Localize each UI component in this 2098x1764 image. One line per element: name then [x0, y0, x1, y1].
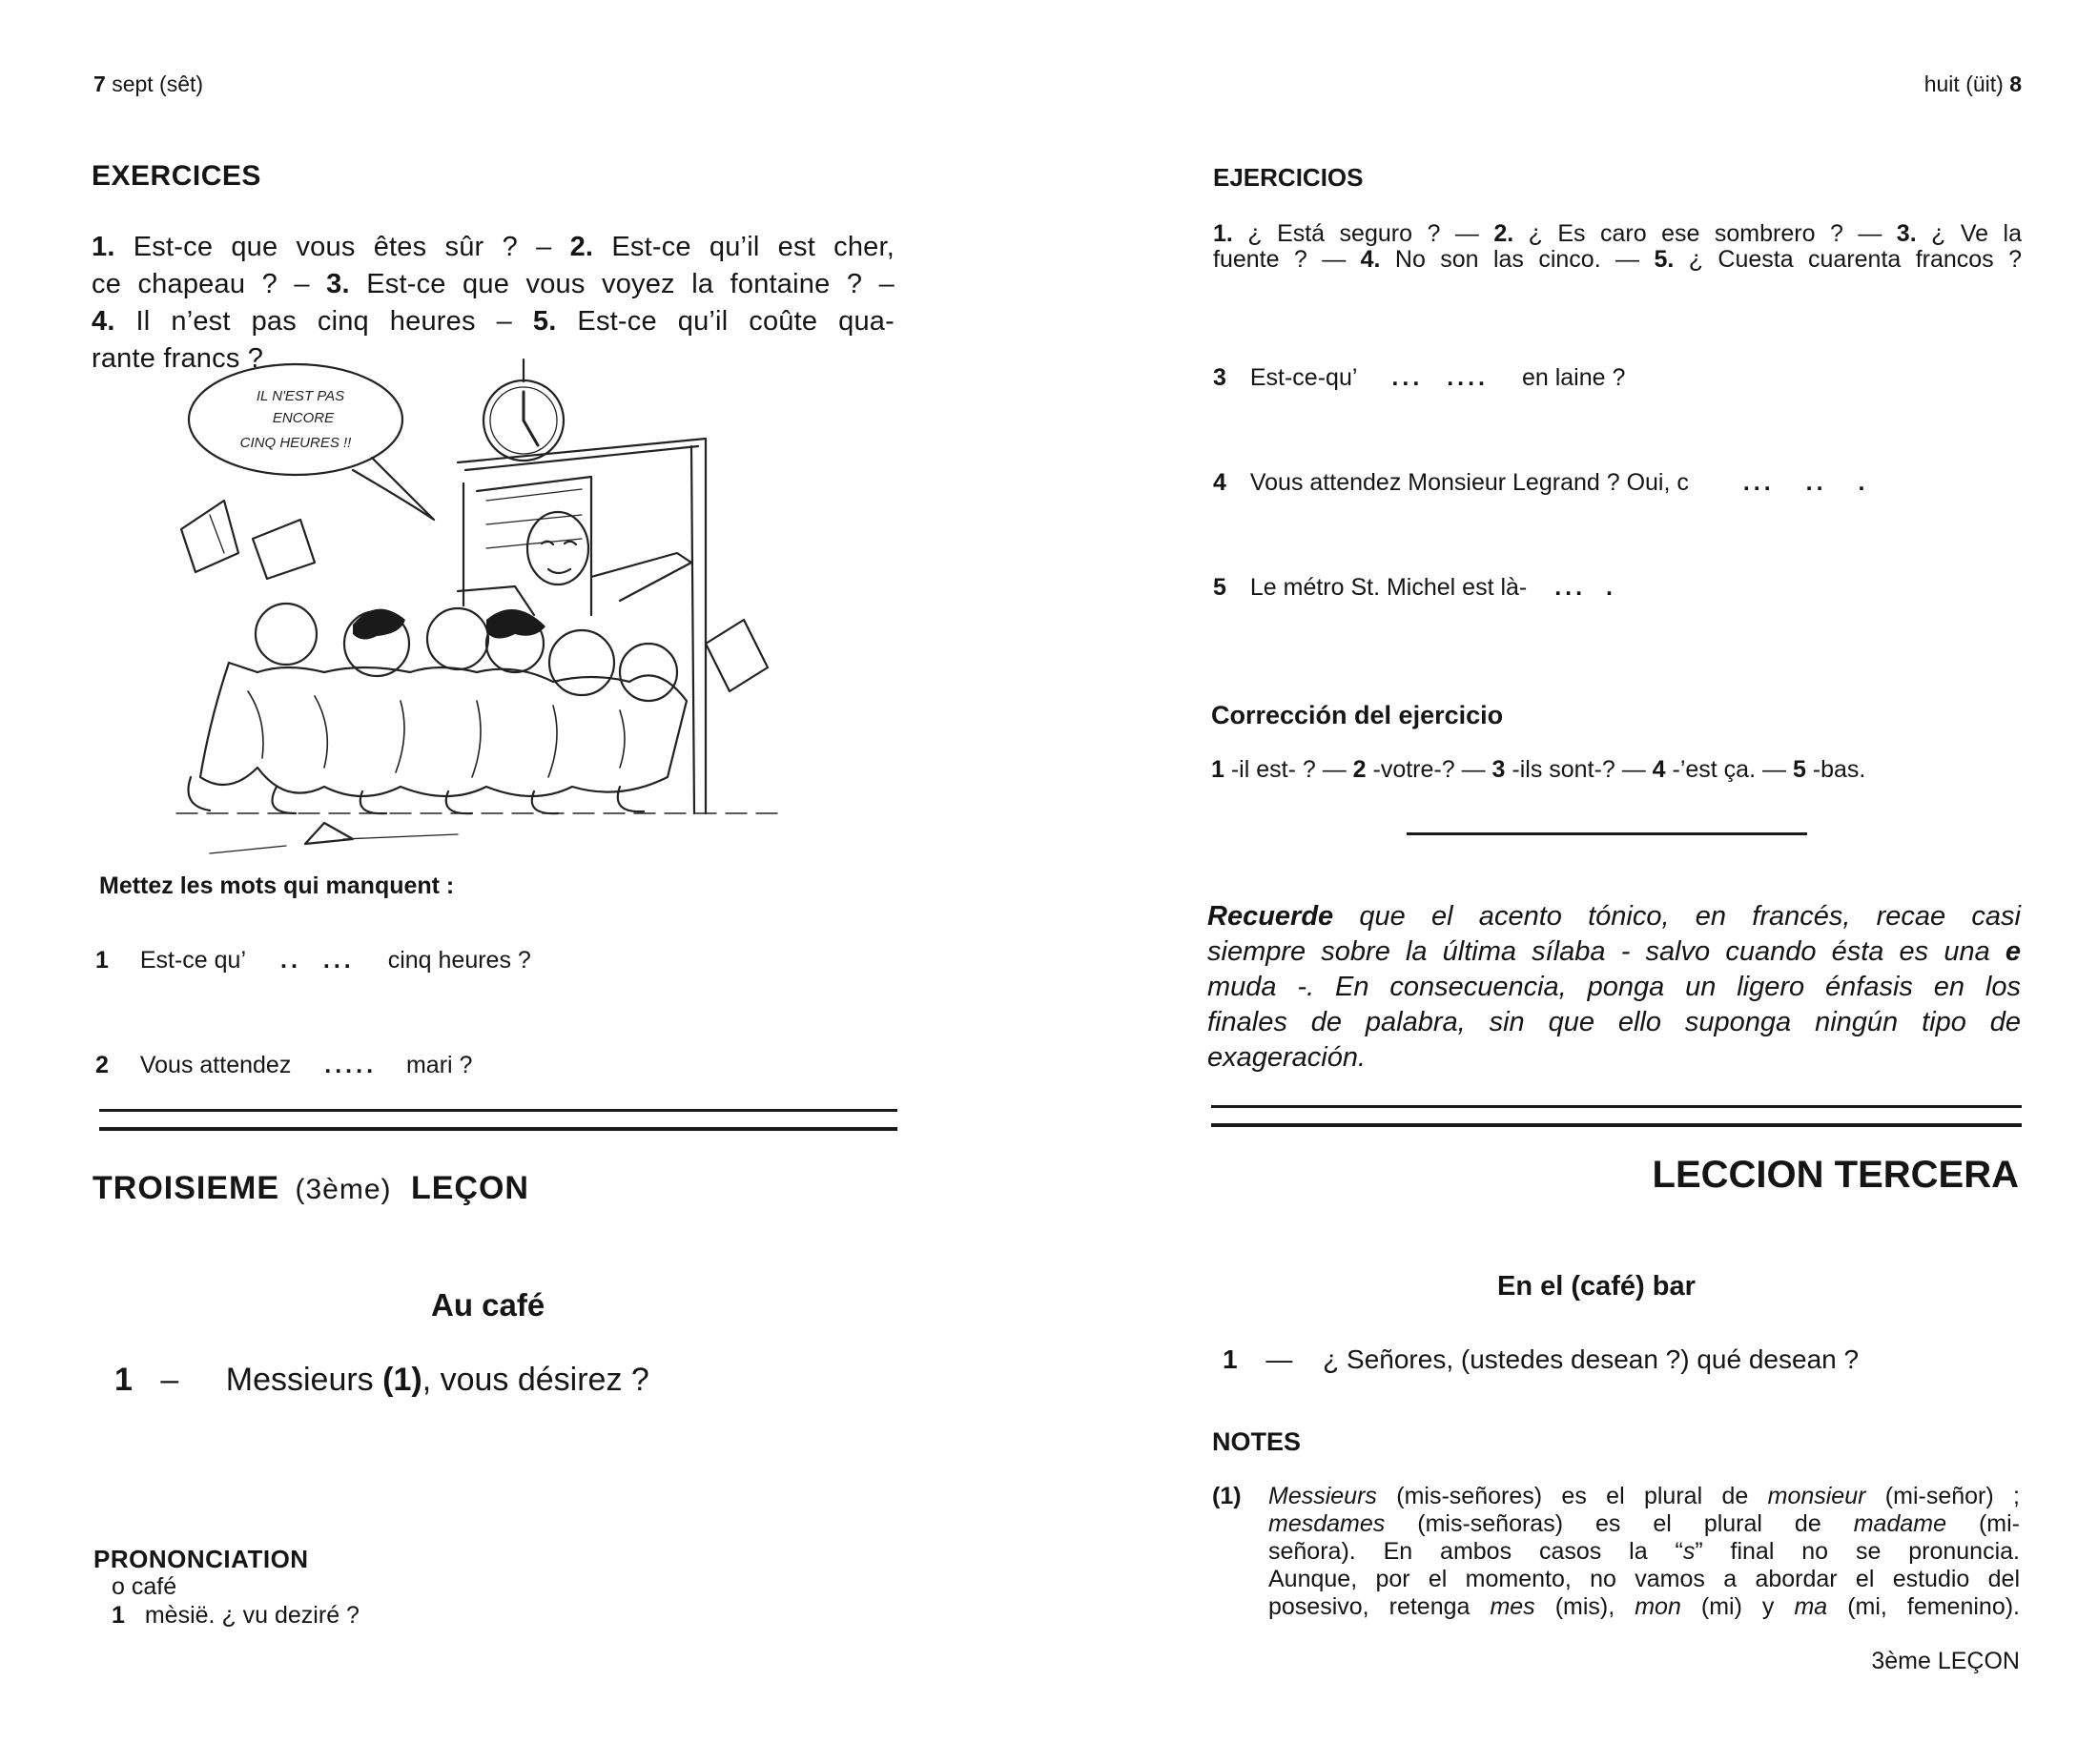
page-header-left	[93, 72, 203, 97]
recuerde-paragraph	[1207, 899, 2021, 1076]
ejercicios-title: EJERCICIOS	[1213, 163, 1364, 192]
note-text: posesivo, retenga	[1268, 1593, 1491, 1620]
note-ref: (1)	[382, 1362, 422, 1398]
note-text: Aunque, por el momento, no vamos a abordar el estudio del	[1268, 1566, 2020, 1592]
speech-line: CINQ HEURES !!	[239, 435, 352, 451]
exercise-line	[1213, 247, 2022, 273]
blank-dots: ...	[1742, 469, 1775, 496]
fill-item-1	[95, 947, 531, 974]
exercise-number: 3.	[1896, 220, 1917, 247]
fill-title: Mettez les mots qui manquent :	[99, 872, 455, 899]
item-text: mari ?	[405, 1052, 473, 1078]
recuerde-keyword: Recuerde	[1207, 901, 1334, 932]
page-number: 7	[93, 72, 106, 96]
translation-line-1	[1223, 1344, 1859, 1375]
line-number: 1	[1223, 1344, 1238, 1374]
note-term: madame	[1853, 1510, 1946, 1537]
item-number: 2	[95, 1052, 109, 1078]
recuerde-line	[1207, 899, 2021, 934]
answer-number: 1	[1211, 756, 1224, 783]
item-text: en laine ?	[1521, 364, 1626, 391]
note-line	[1268, 1566, 2020, 1593]
exercise-line	[92, 303, 895, 340]
note-text: señora). En ambos casos la “	[1268, 1538, 1683, 1565]
note-line	[1268, 1538, 2020, 1566]
item-number: 1	[95, 947, 109, 974]
blank-dots: ....	[1447, 364, 1490, 391]
exercices-text	[92, 229, 895, 378]
lesson-title-word: TROISIEME	[93, 1170, 280, 1206]
answer-number: 5	[1792, 756, 1806, 783]
item-text: Est-ce qu’	[139, 947, 246, 974]
exercise-text: ce chapeau ? –	[92, 269, 327, 299]
page-number: 8	[2009, 72, 2022, 96]
note-text: (mis),	[1534, 1593, 1635, 1620]
fill-item-3	[1213, 364, 1625, 392]
recuerde-text: que el acento tónico, en francés, recae casi	[1333, 901, 2021, 932]
speech-line: ENCORE	[272, 410, 335, 426]
divider-rule	[1211, 1105, 2022, 1108]
note-line	[1268, 1593, 2020, 1621]
speech-line: IL N'EST PAS	[256, 388, 345, 404]
answer-text: -votre-? —	[1366, 756, 1492, 783]
note-term: ma	[1794, 1593, 1828, 1620]
fill-item-4	[1213, 469, 1868, 497]
pronunciation-title: PRONONCIATION	[93, 1545, 309, 1573]
note-term: mesdames	[1268, 1510, 1386, 1537]
exercise-number: 2.	[1493, 220, 1514, 247]
exercise-number: 1.	[1213, 220, 1233, 247]
recuerde-line	[1207, 970, 2021, 1005]
exercise-number: 5.	[532, 306, 557, 337]
recuerde-text: finales de palabra, sin que ello suponga ningún tipo de	[1207, 1007, 2021, 1037]
item-text: Le métro St. Michel est là-	[1249, 574, 1528, 601]
note-text: ” final no se pronuncia.	[1695, 1538, 2020, 1565]
item-text: Vous attendez	[139, 1052, 292, 1078]
item-text: Vous attendez Monsieur Legrand ? Oui, c	[1249, 469, 1689, 496]
divider-rule	[1211, 1123, 2022, 1127]
exercise-number: 2.	[569, 232, 594, 262]
fill-item-2	[95, 1052, 472, 1079]
recuerde-line	[1207, 1005, 2021, 1040]
exercise-line	[92, 266, 895, 303]
line-number: 1	[114, 1362, 133, 1398]
flying-book	[181, 501, 238, 572]
dialogue-text: , vous désirez ?	[422, 1362, 649, 1398]
dialogue-line-1	[114, 1362, 649, 1399]
exercise-line	[1213, 221, 2022, 247]
page-number-word: huit (üit)	[1923, 72, 2004, 96]
note-term: monsieur	[1767, 1483, 1866, 1509]
note-text: (mi, femenino).	[1827, 1593, 2020, 1620]
right-page	[1049, 0, 2098, 1764]
exercise-number: 4.	[1360, 246, 1381, 273]
exercise-number: 3.	[326, 269, 350, 299]
recuerde-text: exageración.	[1207, 1042, 1367, 1073]
page-header-right	[1841, 72, 2022, 97]
answer-text: -’est ça. —	[1665, 756, 1793, 783]
note-line	[1268, 1510, 2020, 1538]
exercise-text: Est-ce que vous voyez la fontaine ? –	[349, 269, 895, 299]
blank-dots: ..	[280, 947, 301, 974]
leccion-title: LECCION TERCERA	[1652, 1154, 2019, 1196]
pronunciation-line	[112, 1602, 360, 1630]
cartoon-illustration	[172, 358, 792, 868]
exercise-number: 4.	[92, 306, 115, 337]
item-text: cinq heures ?	[387, 947, 531, 974]
lesson-title-number: (3ème)	[295, 1174, 392, 1205]
exercise-text: No son las cinco. —	[1380, 246, 1655, 273]
recuerde-line	[1207, 1040, 2021, 1076]
exercise-text: ¿ Está seguro ? —	[1232, 220, 1494, 247]
flying-paper	[706, 620, 768, 691]
note-line	[1268, 1483, 2020, 1510]
note-text: (mi) y	[1680, 1593, 1795, 1620]
answer-number: 4	[1652, 756, 1666, 783]
exercices-title: EXERCICES	[92, 160, 261, 192]
exercise-number: 1.	[92, 232, 115, 262]
blank-dots: .	[1606, 574, 1616, 601]
blank-dots: ...	[1391, 364, 1424, 391]
lesson-title	[93, 1170, 529, 1207]
blank-dots: ...	[322, 947, 355, 974]
exercise-text: Est-ce qu’il coûte qua-	[556, 306, 895, 337]
answer-number: 2	[1352, 756, 1367, 783]
short-divider	[1407, 832, 1807, 835]
page-number-word: sept (sêt)	[112, 72, 204, 96]
exercise-number: 5.	[1654, 246, 1675, 273]
item-number: 5	[1213, 574, 1226, 601]
translation-text: ¿ Señores, (ustedes desean ?) qué desean ?	[1323, 1344, 1860, 1374]
exercise-text: fuente ? —	[1213, 246, 1361, 273]
blank-dots: .....	[324, 1052, 378, 1078]
recuerde-line	[1207, 934, 2021, 970]
item-number: 4	[1213, 469, 1226, 496]
exercise-text: ¿ Es caro ese sombrero ? —	[1513, 220, 1897, 247]
dialogue-text: Messieurs	[225, 1362, 383, 1398]
exercise-text: Il n’est pas cinq heures –	[114, 306, 533, 337]
flying-satchel	[253, 520, 315, 579]
correccion-title: Corrección del ejercicio	[1211, 701, 1504, 729]
recuerde-keyword: e	[2005, 936, 2021, 967]
exercise-text: ¿ Ve la	[1916, 220, 2022, 247]
exercise-text: rante francs ?	[92, 343, 264, 374]
correccion-answers	[1211, 756, 1865, 784]
leccion-subtitle: En el (café) bar	[1497, 1271, 1696, 1302]
exercise-text: ¿ Cuesta cuarenta francos ?	[1674, 246, 2022, 273]
line-dash: —	[1265, 1344, 1293, 1374]
note-text: (mi-señor) ;	[1865, 1483, 2020, 1509]
line-dash: –	[160, 1362, 179, 1398]
exercise-text: Est-ce qu’il est cher,	[593, 232, 895, 262]
answer-text: -il est- ? —	[1224, 756, 1353, 783]
note-term: mes	[1490, 1593, 1535, 1620]
note-text: (mis-señoras) es el plural de	[1385, 1510, 1854, 1537]
answer-number: 3	[1491, 756, 1506, 783]
lesson-subtitle: Au café	[431, 1287, 545, 1323]
blank-dots: ..	[1805, 469, 1827, 496]
note-text: (mi-	[1945, 1510, 2020, 1537]
exercise-line	[92, 229, 895, 266]
pronunciation-line: o café	[112, 1573, 177, 1600]
blank-dots: ...	[1554, 574, 1587, 601]
answer-text: -bas.	[1805, 756, 1866, 783]
divider-rule	[99, 1109, 897, 1112]
line-number: 1	[112, 1602, 125, 1629]
note-term: s	[1682, 1538, 1696, 1565]
recuerde-text: siempre sobre la última sílaba - salvo cuando ésta es una	[1207, 936, 2005, 967]
item-number: 3	[1213, 364, 1226, 391]
lesson-title-word: LEÇON	[410, 1170, 529, 1206]
note-number: (1)	[1212, 1483, 1242, 1509]
ejercicios-text	[1213, 221, 2022, 273]
answer-text: -ils sont-? —	[1505, 756, 1653, 783]
notes-title: NOTES	[1212, 1427, 1302, 1456]
page-footer: 3ème LEÇON	[1871, 1648, 2020, 1674]
note-text: (mis-señores) es el plural de	[1376, 1483, 1768, 1509]
pronunciation-text: mèsië. ¿ vu deziré ?	[144, 1602, 360, 1629]
exercise-text: Est-ce que vous êtes sûr ? –	[114, 232, 570, 262]
blank-dots: .	[1858, 469, 1869, 496]
recuerde-text: muda -. En consecuencia, ponga un ligero énfasis en los	[1207, 972, 2021, 1002]
fill-item-5	[1213, 574, 1616, 602]
note-term: mon	[1635, 1593, 1681, 1620]
note-paragraph	[1268, 1483, 2020, 1621]
note-term: Messieurs	[1268, 1483, 1377, 1509]
divider-rule	[99, 1127, 897, 1131]
item-text: Est-ce-qu’	[1249, 364, 1357, 391]
